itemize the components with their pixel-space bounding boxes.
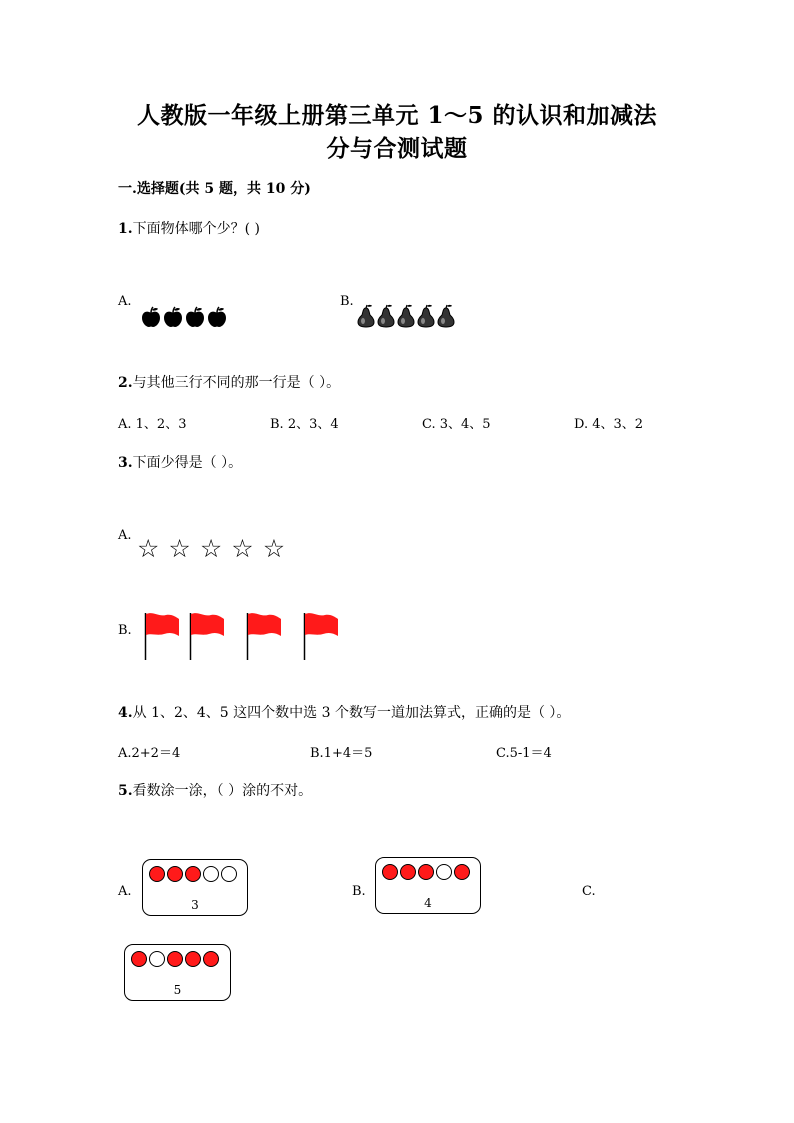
q2-option-a: A. 1、2、3 [118, 417, 187, 432]
question-3 [118, 452, 242, 472]
flag-icon [144, 611, 180, 661]
pear-icon [357, 304, 375, 328]
q5-option-b-label: B. [352, 884, 366, 899]
q1-option-a-label: A. [118, 294, 132, 309]
apple-icon [184, 306, 206, 328]
filled-dot [185, 951, 201, 967]
pear-icon [417, 304, 435, 328]
question-number: 4. [118, 705, 133, 721]
filled-dot [203, 951, 219, 967]
q2-option-c: C. 3、4、5 [422, 417, 491, 432]
question-text: 与其他三行不同的那一行是（ ）。 [132, 375, 341, 391]
filled-dot [167, 951, 183, 967]
dot-row [149, 866, 237, 882]
q3-option-b-label: B. [118, 623, 132, 638]
box-number: 5 [173, 983, 182, 997]
q3-option-a-label: A. [118, 528, 132, 543]
filled-dot [454, 864, 470, 880]
pear-icon [397, 304, 415, 328]
q2-option-b: B. 2、3、4 [270, 417, 339, 432]
apple-icon [162, 306, 184, 328]
q2-option-d: D. 4、3、2 [574, 417, 644, 432]
filled-dot [149, 866, 165, 882]
question-5 [118, 780, 312, 800]
empty-dot [221, 866, 237, 882]
question-text: 看数涂一涂，（ ）涂的不对。 [132, 783, 313, 799]
q4-option-b: B.1+4＝5 [310, 746, 373, 761]
q1-pears-group [357, 304, 455, 328]
empty-dot [149, 951, 165, 967]
q5-counting-box-c [124, 944, 231, 1001]
q4-option-c: C.5-1＝4 [496, 746, 552, 761]
empty-dot [203, 866, 219, 882]
question-number: 2. [118, 375, 133, 391]
apple-icon [206, 306, 228, 328]
q1-apples-group [140, 306, 228, 328]
star-icon: ☆ [168, 534, 191, 563]
page-title-line1: 人教版一年级上册第三单元 1～5 的认识和加减法 [136, 102, 658, 129]
question-1 [118, 218, 260, 238]
filled-dot [382, 864, 398, 880]
star-icon: ☆ [262, 534, 286, 563]
q1-option-b-label: B. [340, 294, 354, 309]
q5-option-c-label: C. [582, 884, 596, 899]
q3-stars-group [137, 534, 285, 564]
question-number: 1. [118, 221, 133, 237]
question-text: 下面少得是（ ）。 [132, 455, 243, 471]
filled-dot [185, 866, 201, 882]
q3-flags-group [144, 611, 339, 661]
q5-counting-box-b [375, 857, 481, 914]
apple-icon [140, 306, 162, 328]
filled-dot [400, 864, 416, 880]
q4-option-a: A.2+2＝4 [118, 746, 181, 761]
empty-dot [436, 864, 452, 880]
filled-dot [167, 866, 183, 882]
question-text: 从 1、2、4、5 这四个数中选 3 个数写一道加法算式，正确的是（ ）。 [132, 705, 571, 721]
question-4 [118, 702, 570, 722]
page-title-line2: 分与合测试题 [326, 135, 468, 162]
dot-row [131, 951, 219, 967]
flag-icon [303, 611, 339, 661]
q5-counting-box-a [142, 859, 248, 916]
star-icon: ☆ [199, 534, 223, 563]
filled-dot [131, 951, 147, 967]
filled-dot [418, 864, 434, 880]
section-header: 一.选择题(共 5 题，共 10 分) [118, 181, 311, 197]
q5-option-a-label: A. [118, 884, 132, 899]
flag-icon [189, 611, 225, 661]
flag-icon [246, 611, 282, 661]
star-icon: ☆ [137, 534, 160, 563]
box-number: 3 [191, 898, 199, 912]
question-number: 5. [118, 783, 133, 799]
box-number: 4 [424, 896, 432, 910]
star-icon: ☆ [231, 534, 254, 563]
question-number: 3. [118, 455, 133, 471]
question-2 [118, 372, 340, 392]
question-text: 下面物体哪个少？( ) [132, 221, 260, 237]
pear-icon [437, 304, 455, 328]
pear-icon [377, 304, 395, 328]
dot-row [382, 864, 470, 880]
